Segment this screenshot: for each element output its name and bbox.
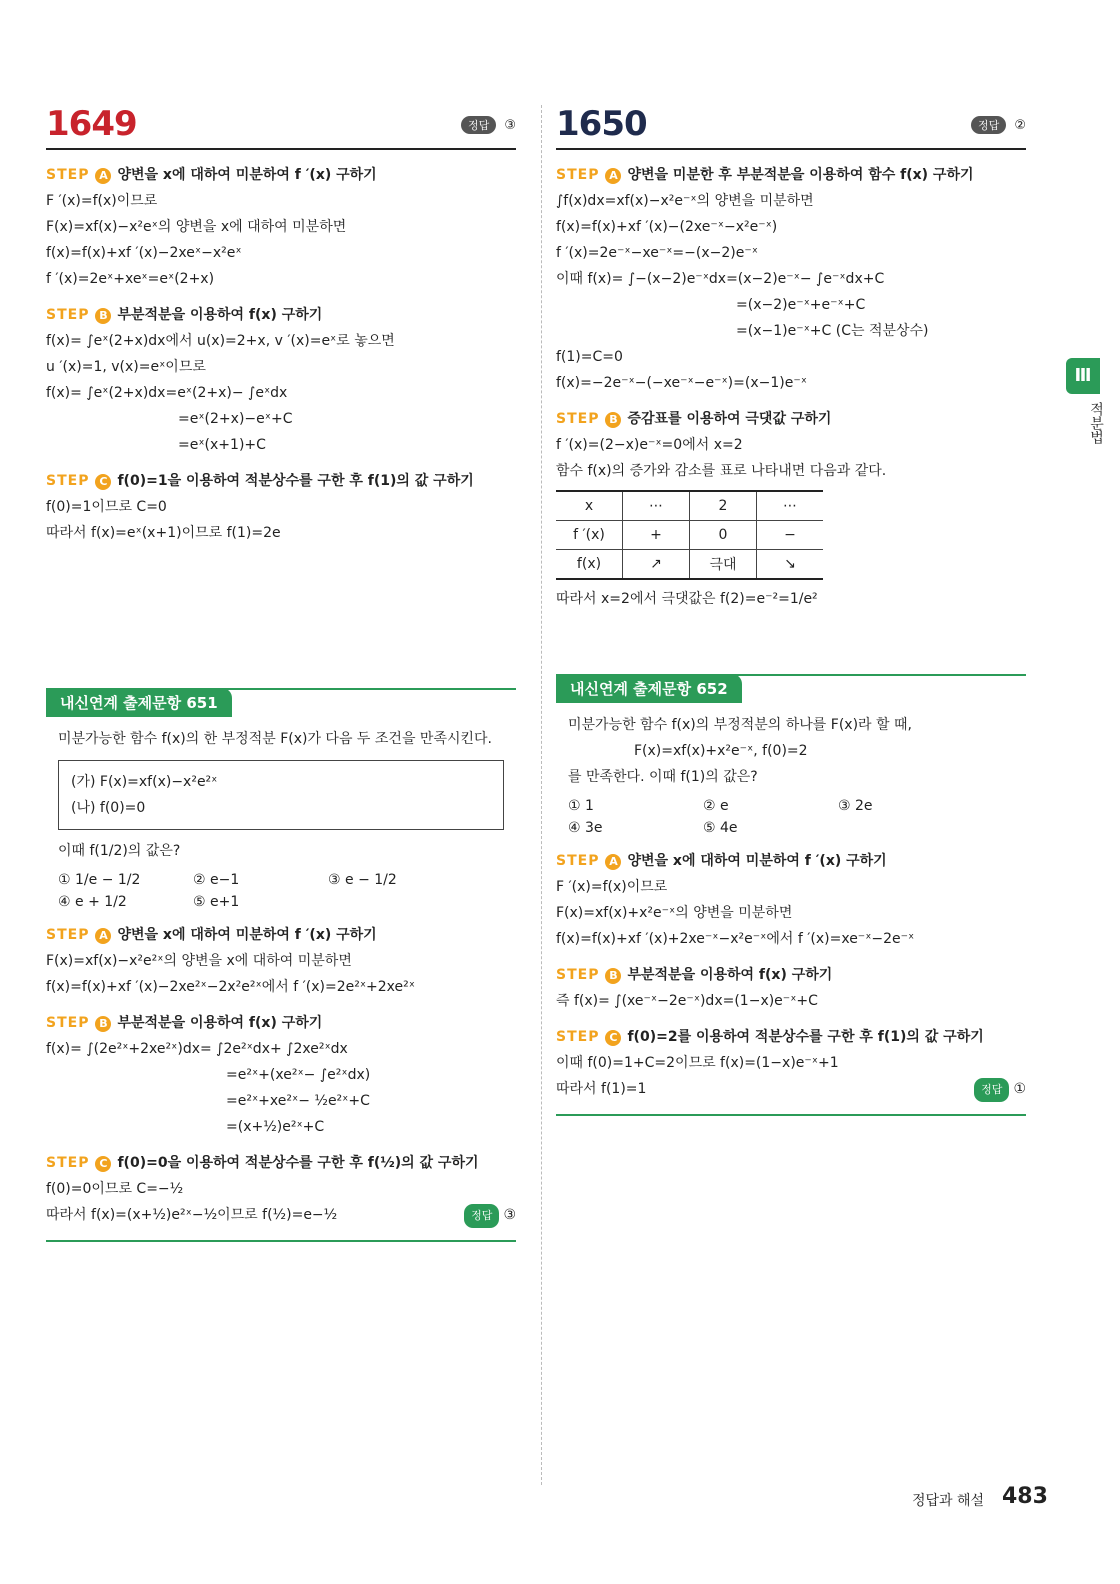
solution-line: f(x)=f(x)+xf ′(x)+2xe⁻ˣ−x²e⁻ˣ에서 f ′(x)=xe⁻ˣ−2e⁻ˣ <box>556 931 915 947</box>
solution-line: =(x+½)e²ˣ+C <box>226 1119 325 1135</box>
choice: ④ 3e <box>568 820 603 836</box>
choice: ⑤ 4e <box>703 820 738 836</box>
chapter-label: 적분법 <box>1088 402 1104 444</box>
step-heading: STEP C f(0)=1을 이용하여 적분상수를 구한 후 f(1)의 값 구하기 <box>46 473 474 489</box>
solution-line: =eˣ(2+x)−eˣ+C <box>178 411 293 427</box>
question-ask: 이때 f(1/2)의 값은? <box>58 843 181 859</box>
solution-line: u ′(x)=1, v(x)=eˣ이므로 <box>46 359 206 375</box>
answer-tag: 정답 ③ <box>464 1204 516 1228</box>
step-heading: STEP A 양변을 x에 대하여 미분하여 f ′(x) 구하기 <box>556 853 887 869</box>
solution-line: =eˣ(x+1)+C <box>178 437 266 453</box>
table-cell: ↗ <box>623 550 690 580</box>
solution-line: F(x)=xf(x)−x²eˣ의 양변을 x에 대하여 미분하면 <box>46 219 347 235</box>
conditions-box <box>58 760 504 830</box>
solution-line: 따라서 x=2에서 극댓값은 f(2)=e⁻²=1/e² <box>556 591 818 607</box>
table-cell: ⋯ <box>757 491 824 521</box>
solution-line: F ′(x)=f(x)이므로 <box>46 193 158 209</box>
table-cell: 2 <box>690 491 757 521</box>
question-equation: F(x)=xf(x)+x²e⁻ˣ, f(0)=2 <box>634 743 808 759</box>
increase-decrease-table <box>556 490 823 580</box>
choice: ③ 2e <box>838 798 873 814</box>
answer-choices <box>568 798 1026 836</box>
chapter-tab: Ⅲ <box>1066 358 1100 394</box>
solution-line: ∫f(x)dx=xf(x)−x²e⁻ˣ의 양변을 미분하면 <box>556 193 814 209</box>
footer-text: 정답과 해설 <box>912 1493 985 1509</box>
solution-line: 따라서 f(x)=eˣ(x+1)이므로 f(1)=2e <box>46 525 281 541</box>
step-heading: STEP A 양변을 x에 대하여 미분하여 f ′(x) 구하기 <box>46 167 377 183</box>
solution-line: f(x)=f(x)+xf ′(x)−2xeˣ−x²eˣ <box>46 245 242 261</box>
solution-line: 따라서 f(1)=1 정답 ① <box>556 1078 1026 1102</box>
choice: ④ e + 1/2 <box>58 894 127 910</box>
table-cell: f(x) <box>556 550 623 580</box>
choice: ① 1 <box>568 798 594 814</box>
choice: ② e−1 <box>193 872 240 888</box>
solution-line: f ′(x)=(2−x)e⁻ˣ=0에서 x=2 <box>556 437 743 453</box>
solution-line: F(x)=xf(x)−x²e²ˣ의 양변을 x에 대하여 미분하면 <box>46 953 352 969</box>
solution-line: f(x)=f(x)+xf ′(x)−2xe²ˣ−2x²e²ˣ에서 f ′(x)=2e²ˣ+2xe²ˣ <box>46 979 415 995</box>
solution-line: f ′(x)=2eˣ+xeˣ=eˣ(2+x) <box>46 271 215 287</box>
solution-line: f(0)=0이므로 C=−½ <box>46 1181 184 1197</box>
choice: ③ e − 1/2 <box>328 872 397 888</box>
solution-line: F(x)=xf(x)+x²e⁻ˣ의 양변을 미분하면 <box>556 905 793 921</box>
solution-line: 이때 f(0)=1+C=2이므로 f(x)=(1−x)e⁻ˣ+1 <box>556 1055 839 1071</box>
problem-number: 1649 <box>46 104 137 144</box>
solution-line: 함수 f(x)의 증가와 감소를 표로 나타내면 다음과 같다. <box>556 463 887 479</box>
solution-line: f(1)=C=0 <box>556 349 623 365</box>
step-heading: STEP A 양변을 미분한 후 부분적분을 이용하여 함수 f(x) 구하기 <box>556 167 974 183</box>
solution-line: f(x)= ∫eˣ(2+x)dx=eˣ(2+x)− ∫eˣdx <box>46 385 288 401</box>
solution-line: f(x)= ∫eˣ(2+x)dx에서 u(x)=2+x, v ′(x)=eˣ로 놓으면 <box>46 333 395 349</box>
solution-line: F ′(x)=f(x)이므로 <box>556 879 668 895</box>
step-heading: STEP B 증감표를 이용하여 극댓값 구하기 <box>556 411 832 427</box>
problem-header <box>556 100 1026 150</box>
solution-line: f(x)= ∫(2e²ˣ+2xe²ˣ)dx= ∫2e²ˣdx+ ∫2xe²ˣdx <box>46 1041 348 1057</box>
question-ask: 를 만족한다. 이때 f(1)의 값은? <box>568 769 758 785</box>
right-column <box>556 100 1026 1116</box>
solution-line: 이때 f(x)= ∫−(x−2)e⁻ˣdx=(x−2)e⁻ˣ− ∫e⁻ˣdx+C <box>556 271 885 287</box>
table-row <box>556 521 823 550</box>
solution-line: f(x)=−2e⁻ˣ−(−xe⁻ˣ−e⁻ˣ)=(x−1)e⁻ˣ <box>556 375 807 391</box>
solution-line: f ′(x)=2e⁻ˣ−xe⁻ˣ=−(x−2)e⁻ˣ <box>556 245 758 261</box>
step-heading: STEP B 부분적분을 이용하여 f(x) 구하기 <box>46 1015 323 1031</box>
page-number: 483 <box>1002 1484 1048 1509</box>
column-divider <box>541 105 542 1485</box>
answer-value: ③ <box>504 118 516 133</box>
solution-line: 따라서 f(x)=(x+½)e²ˣ−½이므로 f(½)=e−½ 정답 ③ <box>46 1204 516 1228</box>
answer-choices <box>58 872 516 910</box>
solution-line: =(x−1)e⁻ˣ+C (C는 적분상수) <box>736 323 929 339</box>
answer-label: 정답 <box>461 116 496 134</box>
table-cell: f ′(x) <box>556 521 623 550</box>
solution-line: f(x)=f(x)+xf ′(x)−(2xe⁻ˣ−x²e⁻ˣ) <box>556 219 778 235</box>
step-heading: STEP C f(0)=2를 이용하여 적분상수를 구한 후 f(1)의 값 구하기 <box>556 1029 984 1045</box>
solution-line: 즉 f(x)= ∫(xe⁻ˣ−2e⁻ˣ)dx=(1−x)e⁻ˣ+C <box>556 993 818 1009</box>
table-cell: − <box>757 521 824 550</box>
table-row <box>556 550 823 580</box>
condition: (가) F(x)=xf(x)−x²e²ˣ <box>71 774 218 790</box>
question-text: 미분가능한 함수 f(x)의 한 부정적분 F(x)가 다음 두 조건을 만족시킨다. <box>58 731 492 747</box>
linked-problem <box>556 674 1026 1116</box>
solution-line: =(x−2)e⁻ˣ+e⁻ˣ+C <box>736 297 866 313</box>
linked-problem <box>46 688 516 1242</box>
table-cell: ↘ <box>757 550 824 580</box>
step-heading: STEP B 부분적분을 이용하여 f(x) 구하기 <box>46 307 323 323</box>
solution-line: =e²ˣ+xe²ˣ− ½e²ˣ+C <box>226 1093 370 1109</box>
choice: ② e <box>703 798 729 814</box>
solution-line: =e²ˣ+(xe²ˣ− ∫e²ˣdx) <box>226 1067 371 1083</box>
table-row <box>556 491 823 521</box>
left-column <box>46 100 516 1242</box>
linked-problem-title: 내신연계 출제문항 651 <box>46 688 232 717</box>
linked-problem-title: 내신연계 출제문항 652 <box>556 674 742 703</box>
question-text: 미분가능한 함수 f(x)의 부정적분의 하나를 F(x)라 할 때, <box>568 717 912 733</box>
step-heading: STEP C f(0)=0을 이용하여 적분상수를 구한 후 f(½)의 값 구하기 <box>46 1155 479 1171</box>
section-end-rule <box>46 1240 516 1242</box>
problem-header <box>46 100 516 150</box>
solution-line: f(0)=1이므로 C=0 <box>46 499 167 515</box>
table-cell: 0 <box>690 521 757 550</box>
table-cell: 극대 <box>690 550 757 580</box>
answer-value: ② <box>1014 118 1026 133</box>
table-cell: x <box>556 491 623 521</box>
answer-tag <box>461 116 516 134</box>
section-end-rule <box>556 1114 1026 1116</box>
answer-tag: 정답 ① <box>974 1078 1026 1102</box>
answer-label: 정답 <box>971 116 1006 134</box>
condition: (나) f(0)=0 <box>71 800 146 816</box>
answer-tag <box>971 116 1026 134</box>
table-cell: ⋯ <box>623 491 690 521</box>
step-heading: STEP B 부분적분을 이용하여 f(x) 구하기 <box>556 967 833 983</box>
choice: ⑤ e+1 <box>193 894 240 910</box>
problem-number: 1650 <box>556 104 647 144</box>
step-heading: STEP A 양변을 x에 대하여 미분하여 f ′(x) 구하기 <box>46 927 377 943</box>
table-cell: + <box>623 521 690 550</box>
choice: ① 1/e − 1/2 <box>58 872 141 888</box>
